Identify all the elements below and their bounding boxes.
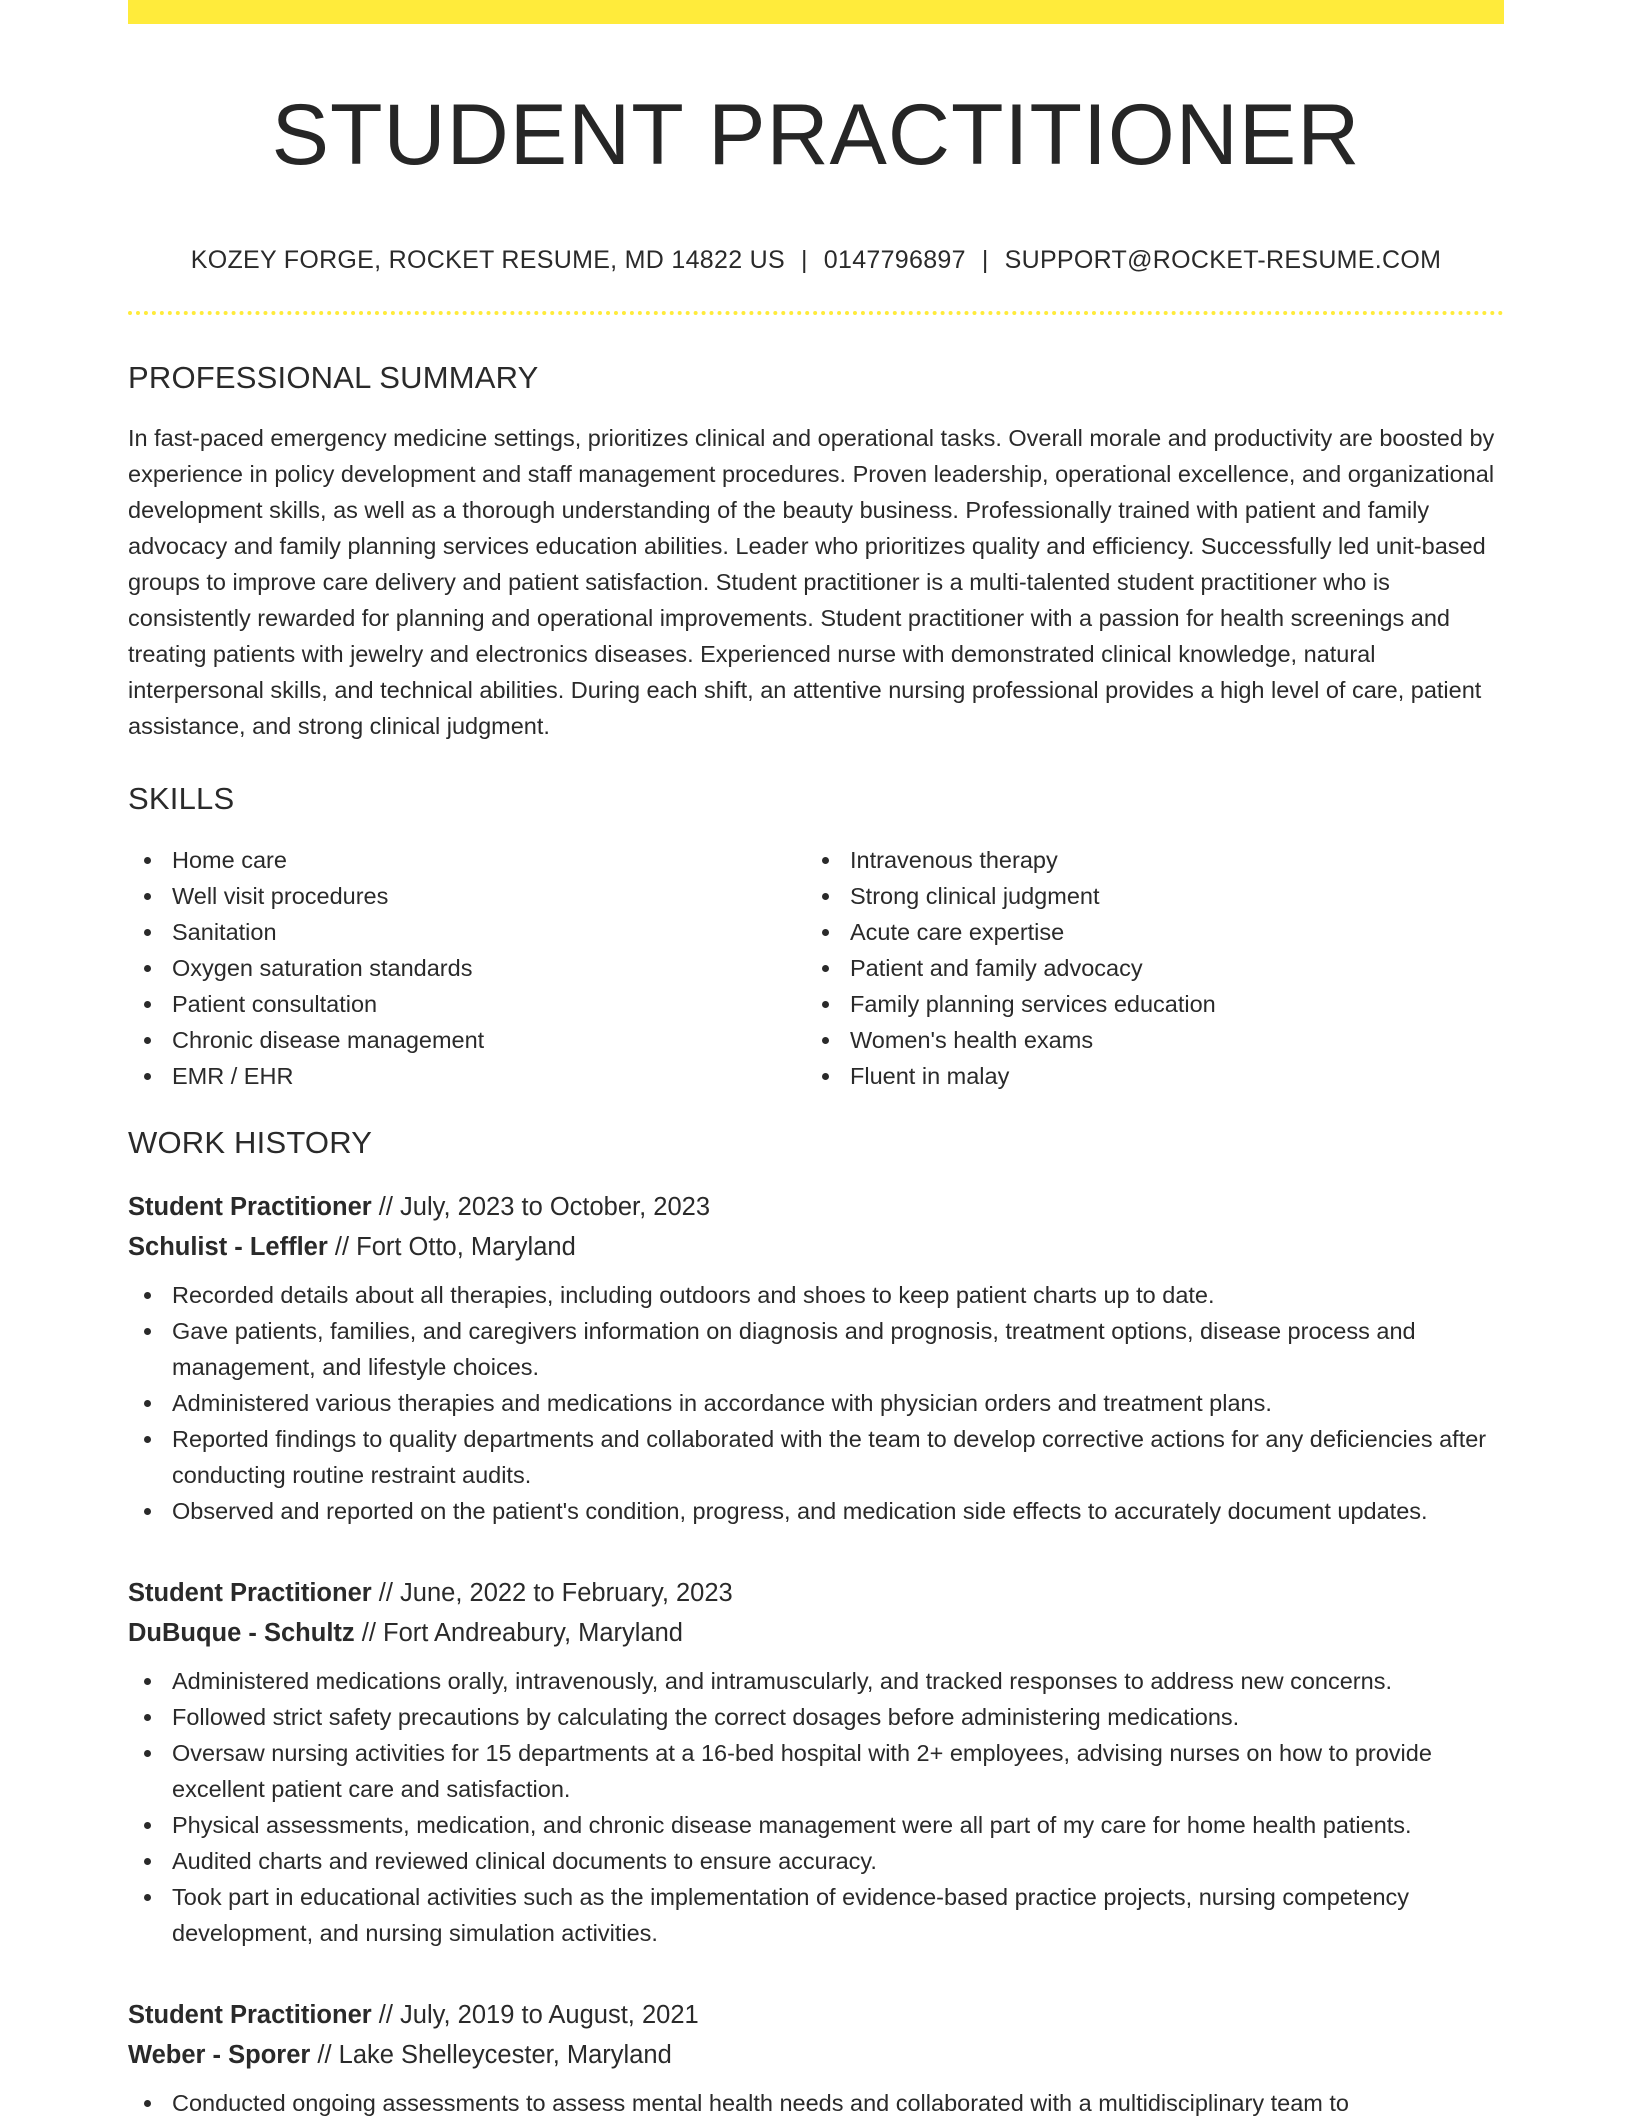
skill-item: Home care	[128, 842, 806, 878]
skills-column-right	[806, 842, 1484, 1094]
job-bullets	[128, 1663, 1504, 1951]
dotted-divider	[128, 311, 1504, 315]
job-bullet: Administered various therapies and medications in accordance with physician orders and treatment plans.	[128, 1385, 1504, 1421]
summary-text: In fast-paced emergency medicine settings, prioritizes clinical and operational tasks. Overall morale and productivity are boosted by experience in policy development and staff management procedures. Proven leadership, operational excellence, and organizational development skills, as well as a thorough understanding of the beauty business. Professionally trained with patient and family advocacy and family planning services education abilities. Leader who prioritizes quality and efficiency. Successfully led unit-based groups to improve care delivery and patient satisfaction. Student practitioner is a multi-talented student practitioner who is consistently rewarded for planning and operational improvements. Student practitioner with a passion for health screenings and treating patients with jewelry and electronics diseases. Experienced nurse with demonstrated clinical knowledge, natural interpersonal skills, and technical abilities. During each shift, an attentive nursing professional provides a high level of care, patient assistance, and strong clinical judgment.	[128, 425, 1495, 740]
contact-line	[128, 245, 1504, 275]
job-company-line	[128, 2035, 1504, 2075]
job-company: DuBuque - Schultz	[128, 1618, 355, 1647]
summary-heading: PROFESSIONAL SUMMARY	[128, 360, 539, 396]
job-title-line	[128, 1187, 1504, 1227]
skill-item: Women's health exams	[806, 1022, 1484, 1058]
job-bullet: Took part in educational activities such as the implementation of evidence-based practice projects, nursing competency development, and nursing simulation activities.	[128, 1879, 1504, 1951]
skills-column-left	[128, 842, 806, 1094]
contact-separator: |	[981, 246, 989, 275]
job-bullet: Administered medications orally, intravenously, and intramuscularly, and tracked responses to address new concerns.	[128, 1663, 1504, 1699]
skill-item: Family planning services education	[806, 986, 1484, 1022]
job-title-line	[128, 1995, 1504, 2035]
job-bullet: Followed strict safety precautions by calculating the correct dosages before administering medications.	[128, 1699, 1504, 1735]
job-company: Schulist - Leffler	[128, 1232, 328, 1261]
job-company: Weber - Sporer	[128, 2040, 311, 2069]
candidate-name: STUDENT PRACTITIONER	[271, 87, 1361, 183]
skill-item: Fluent in malay	[806, 1058, 1484, 1094]
skill-item: Oxygen saturation standards	[128, 950, 806, 986]
job-bullet: Recorded details about all therapies, including outdoors and shoes to keep patient charts up to date.	[128, 1277, 1504, 1313]
resume-page	[128, 0, 1504, 2121]
job-role: Student Practitioner	[128, 1192, 372, 1221]
job-dates: // June, 2022 to February, 2023	[371, 1578, 733, 1607]
accent-top-bar	[128, 0, 1504, 24]
job-bullets	[128, 2085, 1504, 2121]
job-company-line	[128, 1613, 1504, 1653]
job-entry	[128, 1995, 1504, 2121]
job-bullet: Reported findings to quality departments and collaborated with the team to develop corrective actions for any deficiencies after conducting routine restraint audits.	[128, 1421, 1504, 1493]
work-history-heading: WORK HISTORY	[128, 1124, 373, 1160]
skills-list	[128, 842, 1504, 1094]
job-location: // Fort Otto, Maryland	[327, 1232, 576, 1261]
job-bullet: Physical assessments, medication, and chronic disease management were all part of my care for home health patients.	[128, 1807, 1504, 1843]
job-company-line	[128, 1227, 1504, 1267]
job-dates: // July, 2019 to August, 2021	[371, 2000, 699, 2029]
job-bullet: Audited charts and reviewed clinical documents to ensure accuracy.	[128, 1843, 1504, 1879]
job-location: // Fort Andreabury, Maryland	[354, 1618, 683, 1647]
contact-email: SUPPORT@ROCKET-RESUME.COM	[1004, 246, 1442, 275]
contact-phone: 0147796897	[823, 246, 966, 275]
job-bullet: Observed and reported on the patient's condition, progress, and medication side effects to accurately document updates.	[128, 1493, 1504, 1529]
skills-heading: SKILLS	[128, 781, 235, 817]
job-role: Student Practitioner	[128, 1578, 372, 1607]
job-bullet: Gave patients, families, and caregivers information on diagnosis and prognosis, treatment options, disease process and management, and lifestyle choices.	[128, 1313, 1504, 1385]
job-entry	[128, 1573, 1504, 1951]
skill-item: Sanitation	[128, 914, 806, 950]
skill-item: Intravenous therapy	[806, 842, 1484, 878]
skill-item: Well visit procedures	[128, 878, 806, 914]
job-bullets	[128, 1277, 1504, 1529]
job-location: // Lake Shelleycester, Maryland	[310, 2040, 672, 2069]
skill-item: Strong clinical judgment	[806, 878, 1484, 914]
skill-item: Acute care expertise	[806, 914, 1484, 950]
job-entry	[128, 1187, 1504, 1529]
contact-address: KOZEY FORGE, ROCKET RESUME, MD 14822 US	[190, 246, 785, 275]
job-dates: // July, 2023 to October, 2023	[371, 1192, 711, 1221]
skill-item: Patient consultation	[128, 986, 806, 1022]
skill-item: EMR / EHR	[128, 1058, 806, 1094]
job-role: Student Practitioner	[128, 2000, 372, 2029]
job-bullet: Conducted ongoing assessments to assess mental health needs and collaborated with a multidisciplinary team to	[128, 2085, 1504, 2121]
job-title-line	[128, 1573, 1504, 1613]
skill-item: Patient and family advocacy	[806, 950, 1484, 986]
contact-separator: |	[800, 246, 808, 275]
job-bullet: Oversaw nursing activities for 15 departments at a 16-bed hospital with 2+ employees, advising nurses on how to provide excellent patient care and satisfaction.	[128, 1735, 1504, 1807]
skill-item: Chronic disease management	[128, 1022, 806, 1058]
